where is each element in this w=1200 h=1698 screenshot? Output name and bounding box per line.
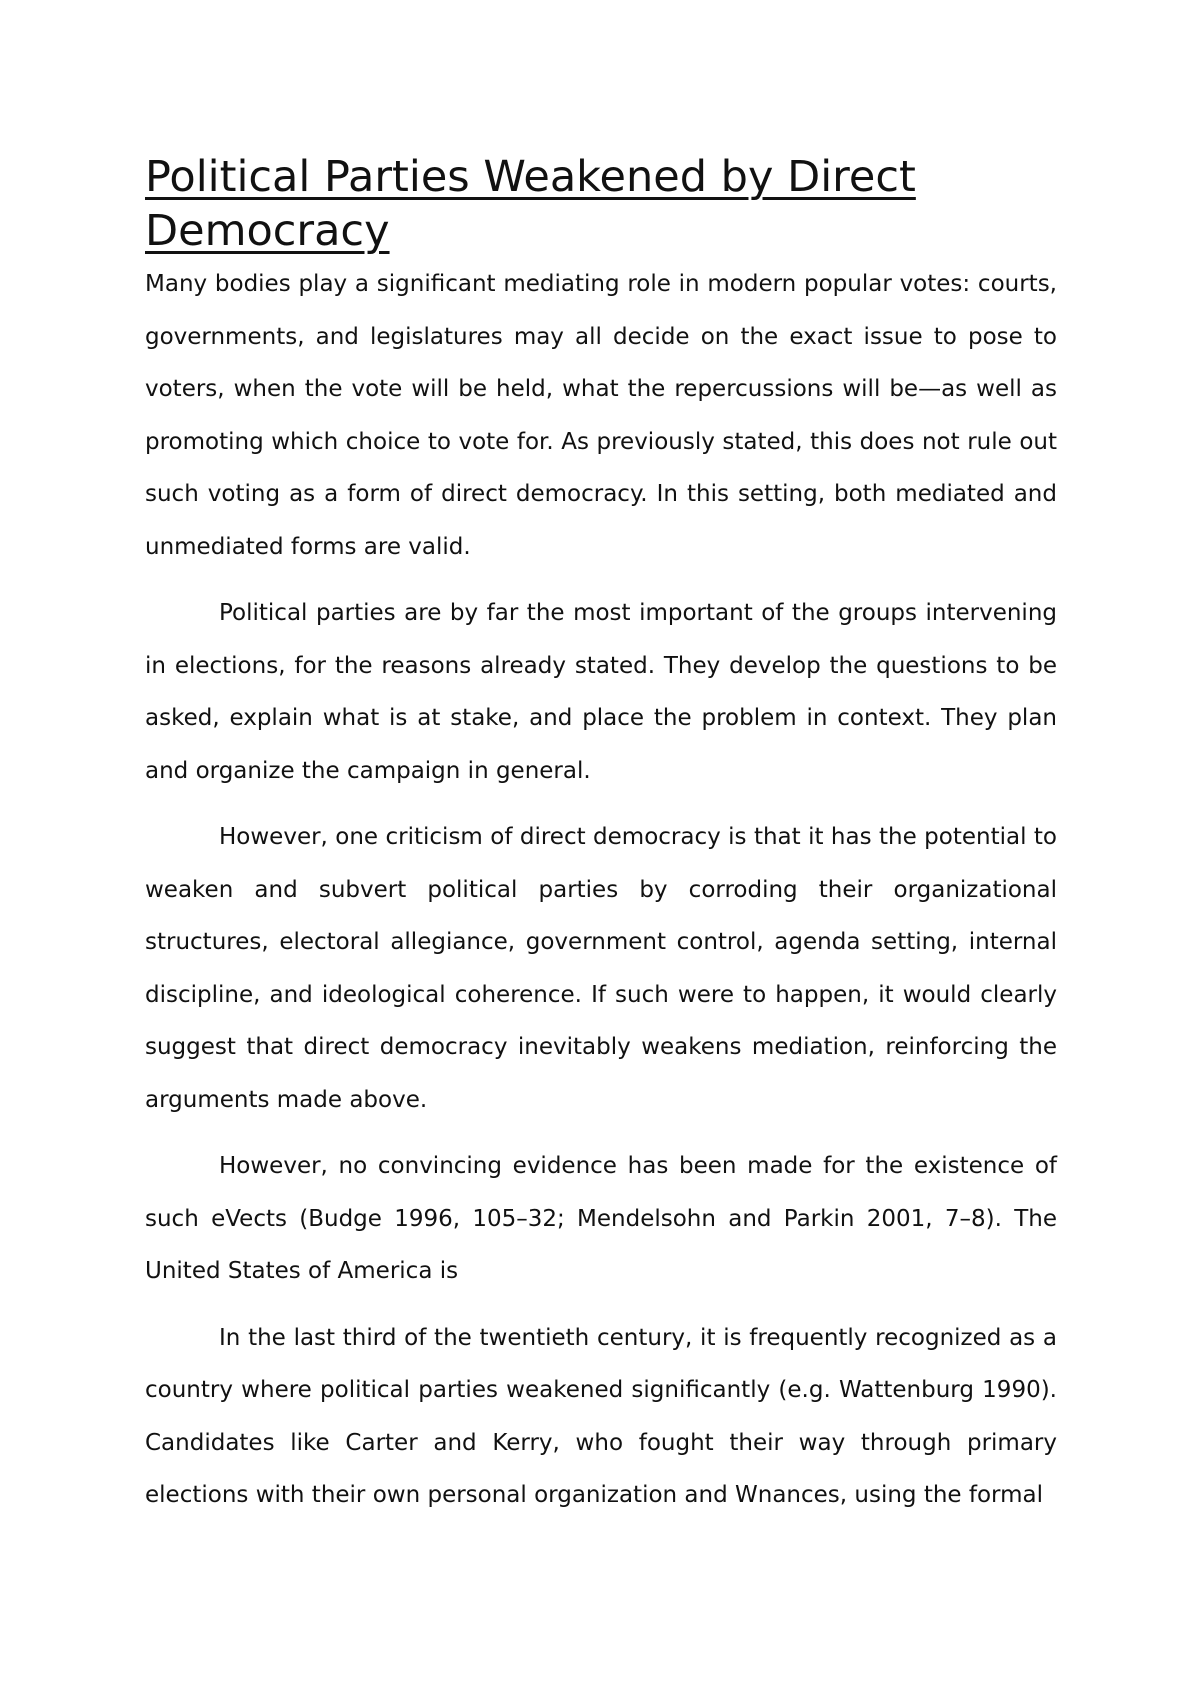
paragraph-4: However, no convincing evidence has been made for the existence of such eVects (Budge 1996, 105–32; Mendelsohn and Parkin 2001, 7–8). The United States of America is — [145, 1153, 1057, 1284]
paragraph-3: However, one criticism of direct democracy is that it has the potential to weaken and subvert political parties by corroding their organizational structures, electoral allegiance, government control, agenda setting, internal discipline, and ideological coherence. If such were to happen, it would clearly suggest that direct democracy inevitably weakens mediation, reinforcing the arguments made above. — [145, 824, 1057, 1113]
document-title: Political Parties Weakened by Direct Democracy — [145, 152, 916, 256]
paragraph-5: In the last third of the twentieth century, it is frequently recognized as a country where political parties weakened significantly (e.g. Wattenburg 1990). Candidates like Carter and Kerry, who fought their way through primary elections with their own personal organization and Wnances, using the formal — [145, 1324, 1057, 1508]
paragraph-2: Political parties are by far the most important of the groups intervening in elections, for the reasons already stated. They develop the questions to be asked, explain what is at stake, and place the problem in context. They plan and organize the campaign in general. — [145, 600, 1057, 784]
paragraph-1: Many bodies play a significant mediating role in modern popular votes: courts, governments, and legislatures may all decide on the exact issue to pose to voters, when the vote will be held, what the repercussions will be—as well as promoting which choice to vote for. As previously stated, this does not rule out such voting as a form of direct democracy. In this setting, both mediated and unmediated forms are valid. — [145, 271, 1057, 560]
document-body — [145, 150, 1057, 1536]
